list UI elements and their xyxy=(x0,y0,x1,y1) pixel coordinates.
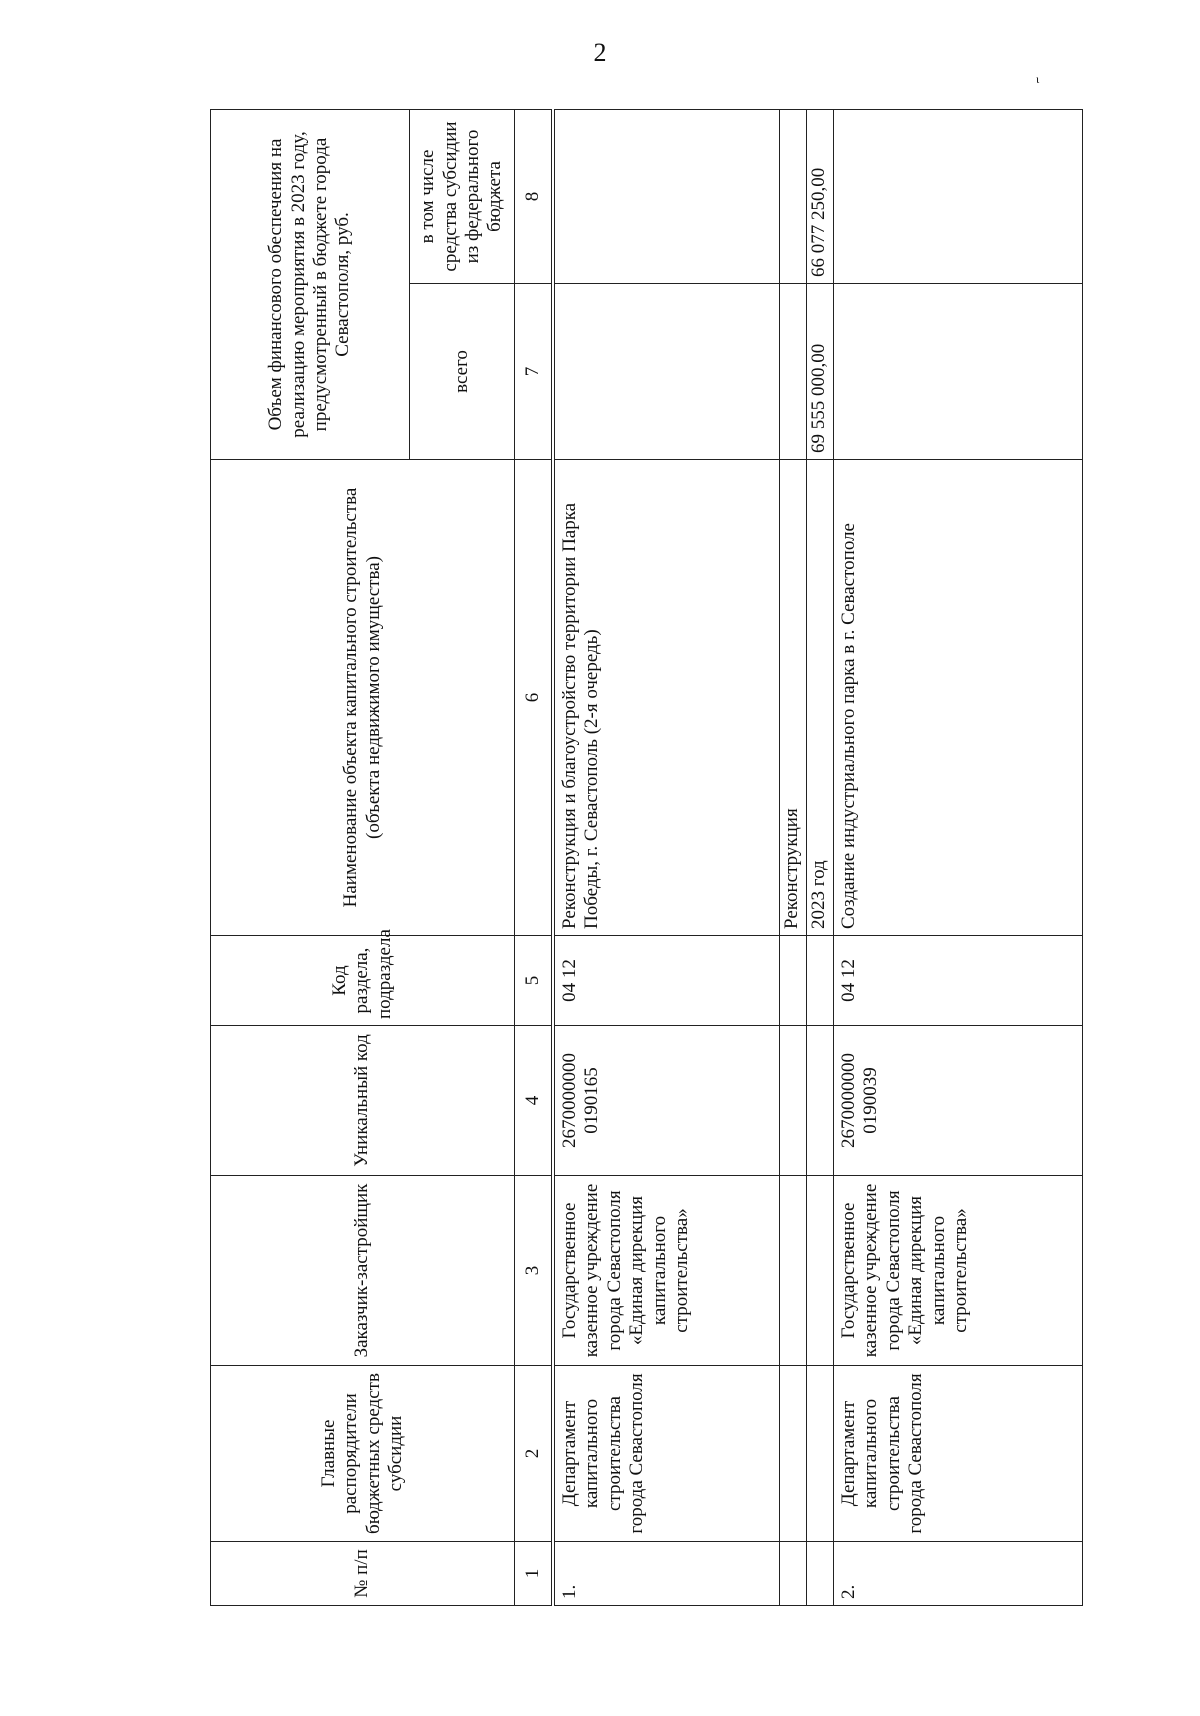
column-number: 8 xyxy=(515,109,552,283)
header-funding: Объем финансового обеспечения на реализацию мероприятия в 2023 году, предусмотренный в бюджете города Севастополя, руб. xyxy=(211,109,410,459)
header-object-name: Наименование объекта капитального строительства (объекта недвижимого имущества) xyxy=(211,460,515,936)
funding-table xyxy=(210,109,1083,1606)
row-stage: Реконструкция xyxy=(780,460,807,936)
row-total xyxy=(834,284,1083,460)
row-customer: Государственное казенное учреждение города Севастополя «Единая дирекция капитального строительства» xyxy=(834,1176,1083,1366)
row-federal xyxy=(555,109,780,283)
table-row-stage xyxy=(780,109,807,1605)
header-unique-code: Уникальный код xyxy=(211,1026,515,1176)
table-row-year xyxy=(807,109,834,1605)
row-customer: Государственное казенное учреждение города Севастополя «Единая дирекция капитального строительства» xyxy=(555,1176,780,1366)
row-object-name: Реконструкция и благоустройство территории Парка Победы, г. Севастополь (2-я очередь) xyxy=(555,460,780,936)
row-unique-code: 2670000000 0190165 xyxy=(555,1026,780,1176)
row-distributor: Департамент капитального строительства города Севастополя xyxy=(834,1366,1083,1542)
header-section-code: Код раздела, подраздела xyxy=(211,936,515,1026)
column-number-row xyxy=(515,109,552,1605)
column-number: 5 xyxy=(515,936,552,1026)
scan-speck: ι xyxy=(1036,72,1040,86)
column-number: 3 xyxy=(515,1176,552,1366)
row-year-federal: 66 077 250,00 xyxy=(807,109,834,283)
column-number: 4 xyxy=(515,1026,552,1176)
column-number: 1 xyxy=(515,1542,552,1606)
column-number: 7 xyxy=(515,284,552,460)
page-number: 2 xyxy=(593,38,607,67)
row-section-code: 04 12 xyxy=(834,936,1083,1026)
row-year-total: 69 555 000,00 xyxy=(807,284,834,460)
header-federal: в том числе средства субсидии из федерального бюджета xyxy=(410,109,515,283)
row-distributor: Департамент капитального строительства города Севастополя xyxy=(555,1366,780,1542)
header-num: № п/п xyxy=(211,1542,515,1606)
rotated-table-wrapper xyxy=(210,110,1134,1606)
row-unique-code: 2670000000 0190039 xyxy=(834,1026,1083,1176)
header-row xyxy=(211,109,410,1605)
row-num: 1. xyxy=(555,1542,780,1606)
row-federal xyxy=(834,109,1083,283)
row-num: 2. xyxy=(834,1542,1083,1606)
column-number: 6 xyxy=(515,460,552,936)
table-row xyxy=(834,109,1083,1605)
row-year: 2023 год xyxy=(807,460,834,936)
column-number: 2 xyxy=(515,1366,552,1542)
row-section-code: 04 12 xyxy=(555,936,780,1026)
row-object-name: Создание индустриального парка в г. Севастополе xyxy=(834,460,1083,936)
header-distributors: Главные распорядители бюджетных средств субсидии xyxy=(211,1366,515,1542)
row-total xyxy=(555,284,780,460)
table-row xyxy=(555,109,780,1605)
header-customer: Заказчик-застройщик xyxy=(211,1176,515,1366)
header-total: всего xyxy=(410,284,515,460)
